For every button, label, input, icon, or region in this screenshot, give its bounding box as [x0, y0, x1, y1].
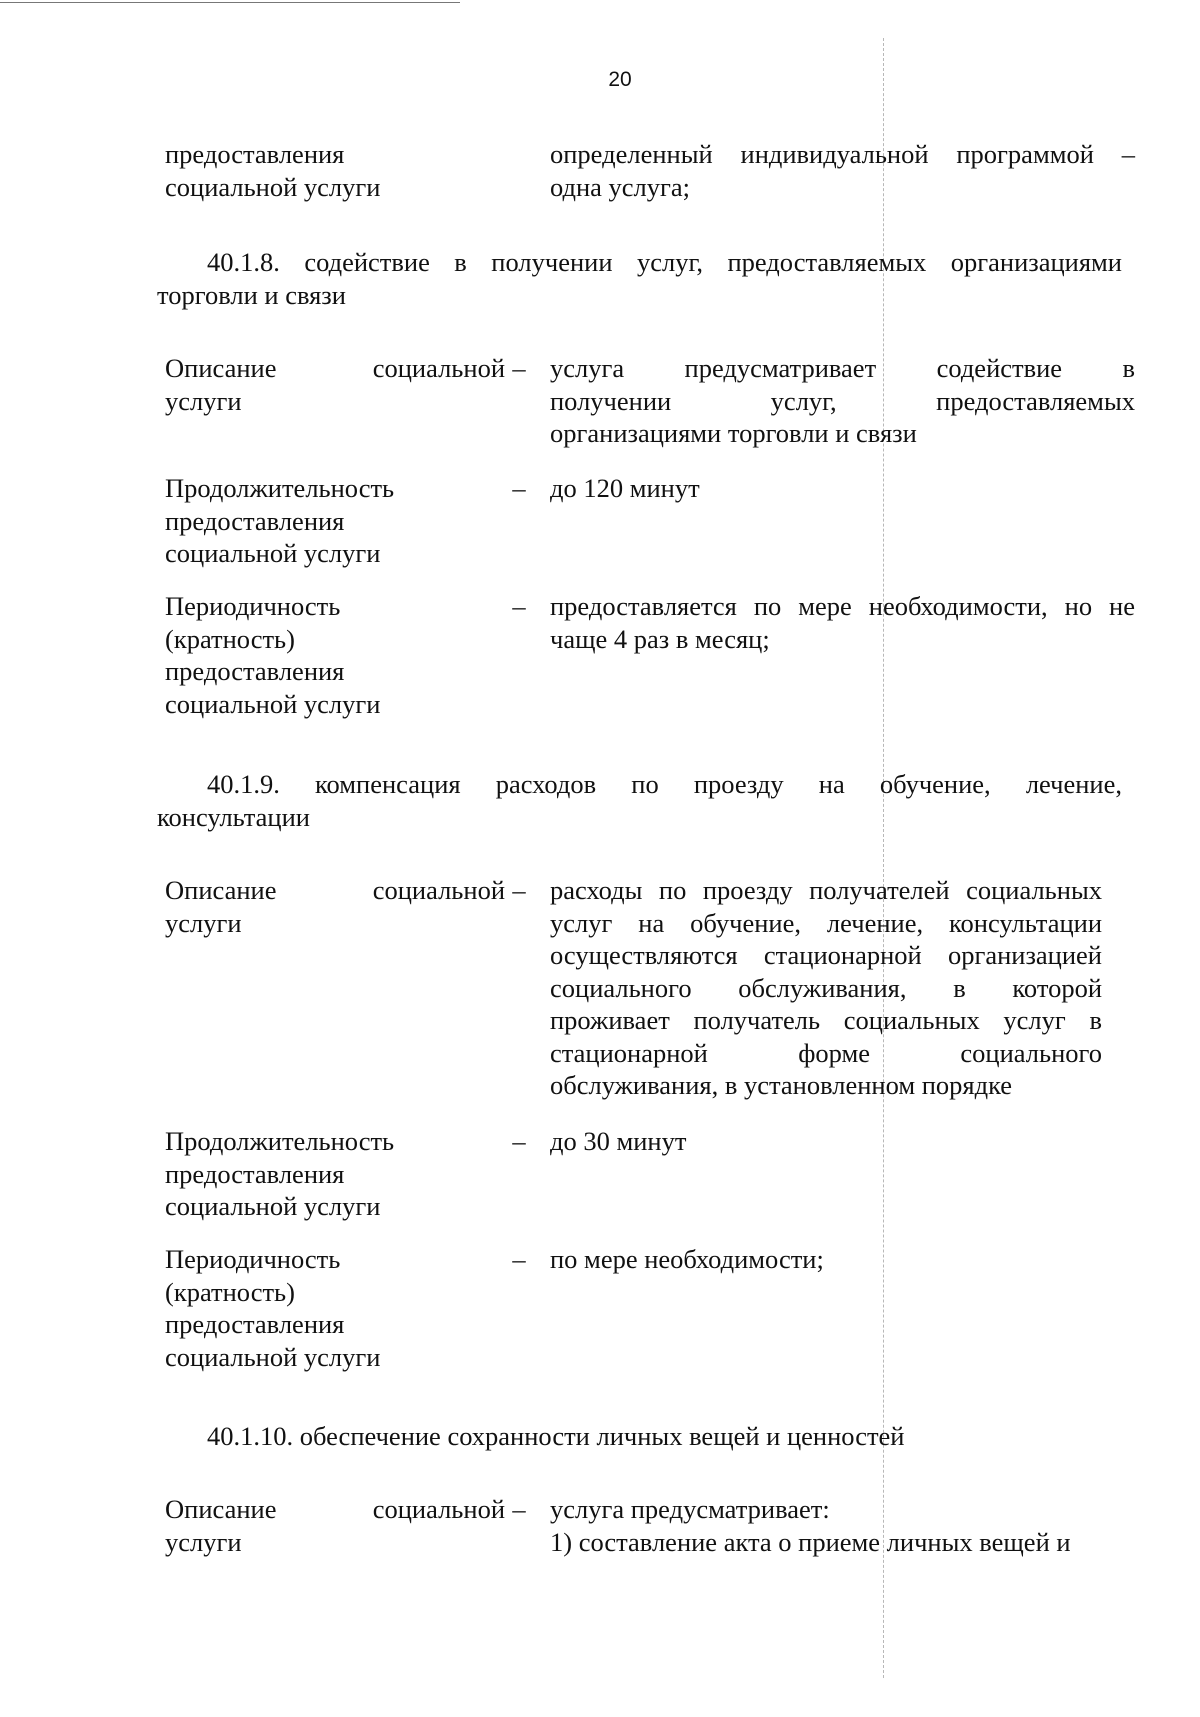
dash-separator: –	[512, 473, 526, 503]
duration-value: до 30 минут	[550, 1126, 687, 1156]
description-value: услуга предусматривает содействие в получении услуг, предоставляемых организациями торговли и связи	[550, 353, 1135, 448]
dash-separator: –	[512, 591, 526, 621]
frequency-value: предоставляется по мере необходимости, но не чаще 4 раз в месяц;	[550, 591, 1135, 654]
section-heading-40-1-8: 40.1.8. содействие в получении услуг, предоставляемых организациями торговли и связи	[157, 247, 1122, 310]
duration-value: до 120 минут	[550, 473, 700, 503]
dash-separator: –	[512, 1126, 526, 1156]
frequency-value: по мере необходимости;	[550, 1244, 824, 1274]
duration-label: Продолжительность предоставления социальной услуги	[165, 473, 395, 568]
dash-separator: –	[512, 1244, 526, 1274]
section-heading-40-1-9: 40.1.9. компенсация расходов по проезду на обучение, лечение, консультации	[157, 769, 1122, 832]
section-heading-40-1-10: 40.1.10. обеспечение сохранности личных вещей и ценностей	[207, 1421, 905, 1451]
dash-separator: –	[512, 353, 526, 383]
dash-separator: –	[512, 875, 526, 905]
duration-label: Продолжительность предоставления социальной услуги	[165, 1126, 395, 1221]
scan-edge-line	[0, 2, 460, 3]
frequency-label: Периодичность (кратность) предоставления социальной услуги	[165, 1244, 381, 1372]
dash-separator: –	[512, 1494, 526, 1524]
description-value: расходы по проезду получателей социальных услуг на обучение, лечение, консультации осуществляются стационарной организацией социального обслуживания, в которой проживает получатель социальных услуг в стационарной форме социального обслуживания, в установленном порядке	[550, 875, 1102, 1100]
top-fragment-value: определенный индивидуальной программой – одна услуга;	[550, 139, 1135, 202]
top-fragment-label: предоставления социальной услуги	[165, 139, 381, 202]
page-number: 20	[608, 68, 632, 91]
frequency-label: Периодичность (кратность) предоставления социальной услуги	[165, 591, 381, 719]
description-value: услуга предусматривает: 1) составление акта о приеме личных вещей и	[550, 1494, 1071, 1557]
